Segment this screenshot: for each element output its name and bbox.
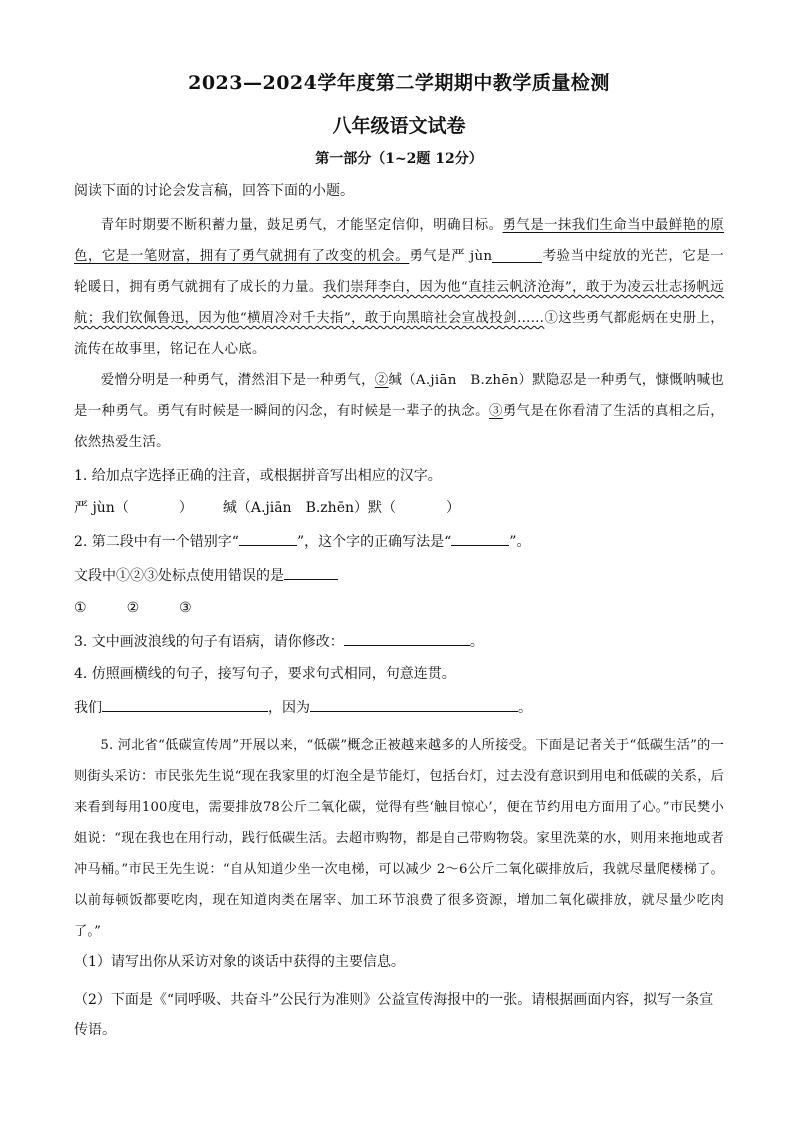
section-heading: 第一部分（1~2题 12分）: [315, 151, 483, 167]
passage-sentence: 缄（A.jiān B.zhēn）默隐忍是一种勇气，慷慨呐喊也是一种勇气。勇气有时候是一瞬间的闪念，有时候是一辈子的执念。: [74, 373, 724, 419]
wavy-underlined-sentence: 我们崇拜李白，因为他“直挂云帆济沧海”，敢于为凌云壮志扬帆远航；我们钦佩鲁迅，因为他“横眉冷对千夫指”，敢于向黑暗社会宣战投剑……: [74, 280, 724, 326]
passage-paragraph-2: [74, 365, 724, 458]
wrong-char-blank[interactable]: [239, 530, 297, 546]
q2-text-c: ”。: [509, 534, 531, 550]
passage-sentence: 青年时期要不断积蓄力量，鼓足勇气，才能坚定信仰，明确目标。: [100, 218, 503, 233]
question-4: 4. 仿照画横线的句子，接写句子，要求句式相同，句意连贯。: [74, 666, 456, 682]
q1b-close: ）: [446, 500, 461, 516]
q3-text: 3. 文中画波浪线的句子有语病，请你修改：: [74, 634, 344, 650]
q4-text-b: ，因为: [268, 700, 310, 716]
question-1-answers: [74, 498, 724, 518]
punctuation-mark-2: ②: [374, 373, 389, 388]
passage-paragraph-1: [74, 210, 724, 365]
question-1: 1. 给加点字选择正确的注音，或根据拼音写出相应的汉字。: [74, 468, 442, 484]
q4-answer-blank-2[interactable]: [310, 696, 518, 712]
question-2-options: [74, 598, 724, 618]
q1b-label: 缄（A.jiān B.zhēn）默（: [222, 500, 397, 516]
correct-char-blank[interactable]: [451, 530, 509, 546]
q2-text-b: ”，这个字的正确写法是“: [296, 534, 452, 550]
passage-sentence: 勇气是严 jùn: [409, 249, 493, 264]
q2-text-d: 文段中①②③处标点使用错误的是: [74, 568, 284, 584]
option-3[interactable]: ③: [179, 600, 192, 616]
q3-end: 。: [469, 634, 484, 650]
q4-text-a: 我们: [74, 700, 102, 716]
question-5: 5. 河北省“低碳宣传周”开展以来，“低碳”概念正被越来越多的人所接受。下面是记者关于“低碳生活”的一则街头采访：市民张先生说“现在我家里的灯泡全是节能灯，包括台灯，过去没有意识到用电和低碳的关系，后来看到每用100度电，需要排放78公斤二氧化碳，觉得有些‘触目惊心’，便在节约用电方面用了心。”市民樊小姐说：“现在我也在用行动，践行低碳生活。去超市购物，都是自己带购物袋。家里洗菜的水，则用来拖地或者冲马桶。”市民王先生说：“自从知道少坐一次电梯，可以减少 2～6公斤二氧化碳排放后，我就尽量爬楼梯了。以前每顿饭都要吃肉，现在知道肉类在屠宰、加工环节浪费了很多资源，增加二氧化碳排放，就尽量少吃肉了。”: [74, 738, 724, 939]
q4-answer-blank-1[interactable]: [102, 696, 268, 712]
q2-text-a: 2. 第二段中有一个错别字“: [74, 534, 239, 550]
passage-sentence: 勇气是在你看清了生活的真相之后，依然热爱生活。: [74, 404, 724, 450]
q4-text-c: 。: [518, 700, 532, 716]
question-2: [74, 530, 724, 552]
q1a-label: 严 jùn（: [74, 500, 129, 516]
exam-title: 2023—2024学年度第二学期期中教学质量检测: [188, 72, 610, 94]
q1a-close: ）: [178, 500, 193, 516]
option-1[interactable]: ①: [74, 600, 87, 616]
passage-sentence: ①这些勇气都彪炳在史册上，流传在故事里，铭记在人心底。: [74, 311, 724, 357]
reading-instruction: 阅读下面的讨论会发言稿，回答下面的小题。: [74, 183, 354, 199]
punctuation-blank[interactable]: [284, 564, 338, 580]
underlined-sentence: 勇气是一抹我们生命当中最鲜艳的原色，它是一笔财富，拥有了勇气就拥有了改变的机会。: [74, 218, 724, 264]
question-5-1: （1）请写出你从采访对象的谈话中获得的主要信息。: [74, 954, 405, 970]
question-5-2: （2）下面是《“同呼吸、共奋斗”公民行为准则》公益宣传海报中的一张。请根据画面内容，拟写一条宣传语。: [74, 992, 714, 1038]
punctuation-mark-3: ③: [488, 404, 503, 419]
pinyin-blank: [492, 247, 542, 263]
question-3: [74, 630, 724, 652]
option-2[interactable]: ②: [126, 600, 140, 616]
passage-sentence: 考验当中绽放的光芒，它是一轮暖日，拥有勇气就拥有了成长的力量。: [74, 249, 724, 295]
exam-subtitle: 八年级语文试卷: [332, 115, 466, 137]
question-2-punctuation: [74, 564, 724, 586]
question-4-answer: [74, 696, 724, 718]
q3-answer-blank[interactable]: [344, 630, 470, 646]
passage-sentence: 爱憎分明是一种勇气，潸然泪下是一种勇气，: [100, 373, 375, 388]
